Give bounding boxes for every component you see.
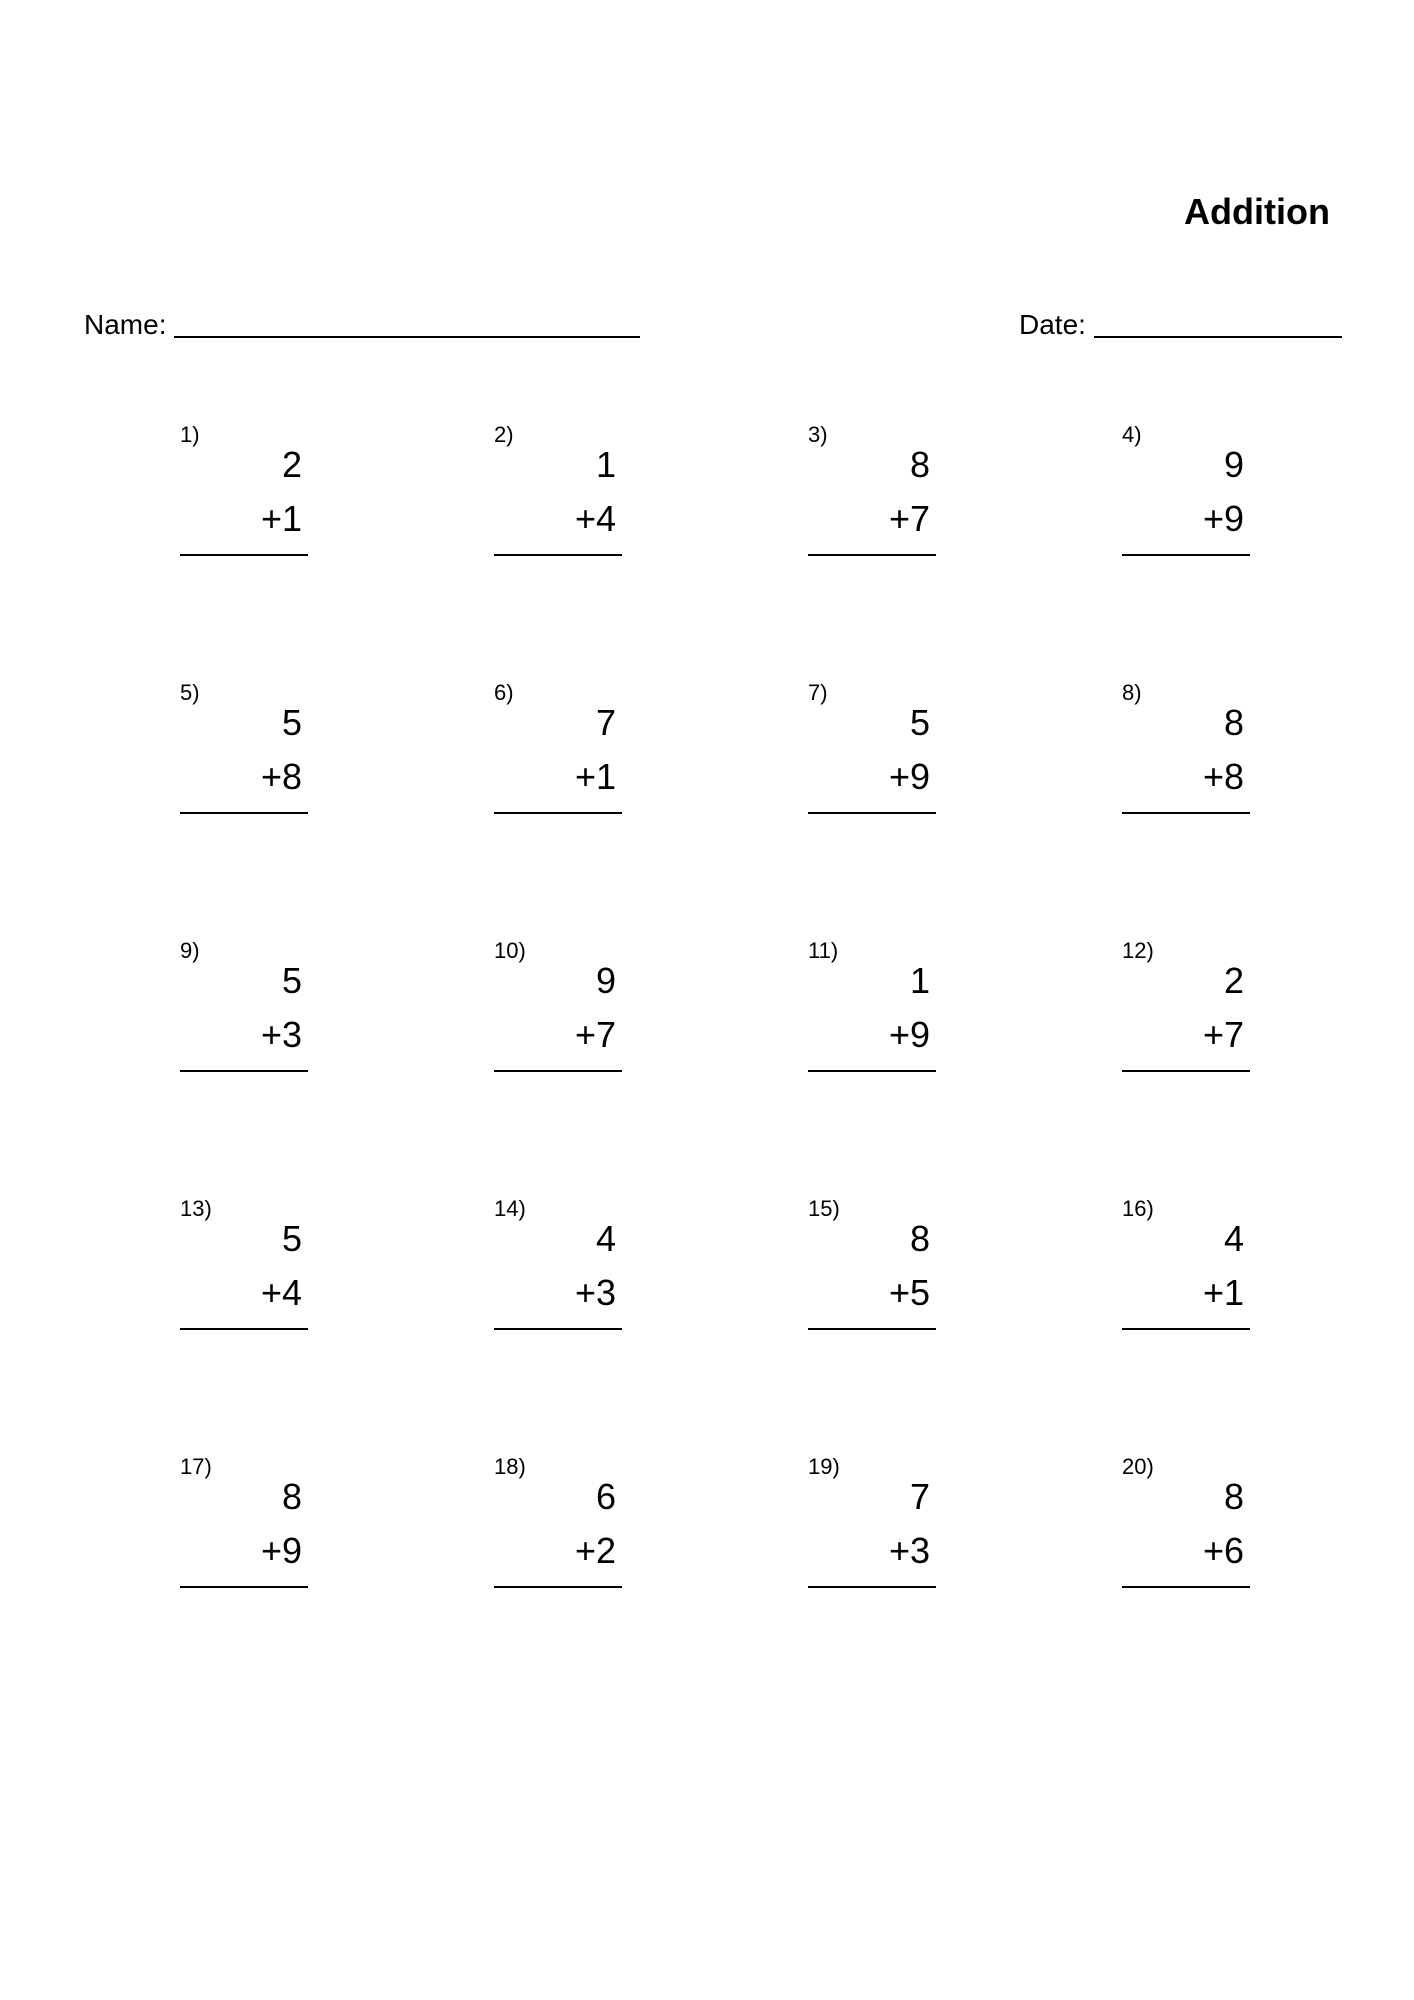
problem-number: 14) <box>494 1196 526 1221</box>
bottom-addend: +9 <box>888 1014 930 1055</box>
answer-line[interactable] <box>1122 1586 1250 1588</box>
bottom-addend: +1 <box>260 498 302 539</box>
problem-18 <box>494 1454 622 1594</box>
problem-6 <box>494 680 622 820</box>
problem-number: 9) <box>180 938 200 963</box>
answer-line[interactable] <box>180 1070 308 1072</box>
top-addend: 2 <box>1223 960 1244 1001</box>
top-addend: 5 <box>281 1218 302 1259</box>
top-addend: 5 <box>909 702 930 743</box>
problem-number: 19) <box>808 1454 840 1479</box>
top-addend: 8 <box>909 1218 930 1259</box>
top-addend: 8 <box>909 444 930 485</box>
problem-number: 8) <box>1122 680 1142 705</box>
bottom-addend: +5 <box>888 1272 930 1313</box>
top-addend: 1 <box>909 960 930 1001</box>
problem-9 <box>180 938 308 1078</box>
answer-line[interactable] <box>180 1328 308 1330</box>
problem-12 <box>1122 938 1250 1078</box>
top-addend: 5 <box>281 702 302 743</box>
bottom-addend: +1 <box>1202 1272 1244 1313</box>
problem-19 <box>808 1454 936 1594</box>
bottom-addend: +7 <box>1202 1014 1244 1055</box>
top-addend: 6 <box>595 1476 616 1517</box>
problem-number: 2) <box>494 422 514 447</box>
answer-line[interactable] <box>808 1070 936 1072</box>
problem-5 <box>180 680 308 820</box>
name-label: Name: <box>84 309 167 340</box>
top-addend: 8 <box>1223 1476 1244 1517</box>
problem-number: 3) <box>808 422 828 447</box>
top-addend: 2 <box>281 444 302 485</box>
bottom-addend: +2 <box>574 1530 616 1571</box>
top-addend: 7 <box>909 1476 930 1517</box>
answer-line[interactable] <box>494 1328 622 1330</box>
problem-2 <box>494 422 622 562</box>
problem-number: 15) <box>808 1196 840 1221</box>
answer-line[interactable] <box>180 554 308 556</box>
bottom-addend: +3 <box>888 1530 930 1571</box>
answer-line[interactable] <box>808 1328 936 1330</box>
answer-line[interactable] <box>180 1586 308 1588</box>
bottom-addend: +7 <box>888 498 930 539</box>
bottom-addend: +4 <box>260 1272 302 1313</box>
answer-line[interactable] <box>808 1586 936 1588</box>
top-addend: 1 <box>595 444 616 485</box>
problem-15 <box>808 1196 936 1336</box>
problem-number: 17) <box>180 1454 212 1479</box>
top-addend: 4 <box>1223 1218 1244 1259</box>
problem-10 <box>494 938 622 1078</box>
answer-line[interactable] <box>808 554 936 556</box>
problem-8 <box>1122 680 1250 820</box>
bottom-addend: +9 <box>1202 498 1244 539</box>
problem-number: 10) <box>494 938 526 963</box>
answer-line[interactable] <box>1122 1328 1250 1330</box>
problem-number: 1) <box>180 422 200 447</box>
answer-line[interactable] <box>1122 1070 1250 1072</box>
problem-17 <box>180 1454 308 1594</box>
page-title: Addition <box>1184 191 1330 232</box>
problem-number: 20) <box>1122 1454 1154 1479</box>
problem-number: 11) <box>808 938 839 963</box>
top-addend: 9 <box>595 960 616 1001</box>
answer-line[interactable] <box>1122 554 1250 556</box>
problem-number: 7) <box>808 680 828 705</box>
problem-number: 18) <box>494 1454 526 1479</box>
bottom-addend: +3 <box>260 1014 302 1055</box>
top-addend: 8 <box>281 1476 302 1517</box>
answer-line[interactable] <box>494 1070 622 1072</box>
top-addend: 9 <box>1223 444 1244 485</box>
top-addend: 5 <box>281 960 302 1001</box>
bottom-addend: +8 <box>260 756 302 797</box>
date-field[interactable] <box>1019 308 1342 342</box>
bottom-addend: +3 <box>574 1272 616 1313</box>
bottom-addend: +9 <box>260 1530 302 1571</box>
bottom-addend: +1 <box>574 756 616 797</box>
problem-11 <box>808 938 936 1078</box>
problem-4 <box>1122 422 1250 562</box>
problem-number: 13) <box>180 1196 212 1221</box>
problem-3 <box>808 422 936 562</box>
bottom-addend: +8 <box>1202 756 1244 797</box>
problem-number: 4) <box>1122 422 1142 447</box>
problem-number: 6) <box>494 680 514 705</box>
answer-line[interactable] <box>1122 812 1250 814</box>
answer-line[interactable] <box>494 812 622 814</box>
problem-number: 5) <box>180 680 200 705</box>
problem-16 <box>1122 1196 1250 1336</box>
problem-number: 12) <box>1122 938 1154 963</box>
answer-line[interactable] <box>494 1586 622 1588</box>
problem-number: 16) <box>1122 1196 1154 1221</box>
answer-line[interactable] <box>808 812 936 814</box>
problem-20 <box>1122 1454 1250 1594</box>
name-blank-line[interactable] <box>174 336 640 338</box>
date-blank-line[interactable] <box>1094 336 1342 338</box>
bottom-addend: +4 <box>574 498 616 539</box>
date-label: Date: <box>1019 309 1086 340</box>
top-addend: 8 <box>1223 702 1244 743</box>
problem-14 <box>494 1196 622 1336</box>
top-addend: 7 <box>595 702 616 743</box>
answer-line[interactable] <box>180 812 308 814</box>
problem-1 <box>180 422 308 562</box>
bottom-addend: +7 <box>574 1014 616 1055</box>
answer-line[interactable] <box>494 554 622 556</box>
problem-13 <box>180 1196 308 1336</box>
name-field[interactable] <box>84 308 640 342</box>
bottom-addend: +6 <box>1202 1530 1244 1571</box>
bottom-addend: +9 <box>888 756 930 797</box>
problem-7 <box>808 680 936 820</box>
top-addend: 4 <box>595 1218 616 1259</box>
